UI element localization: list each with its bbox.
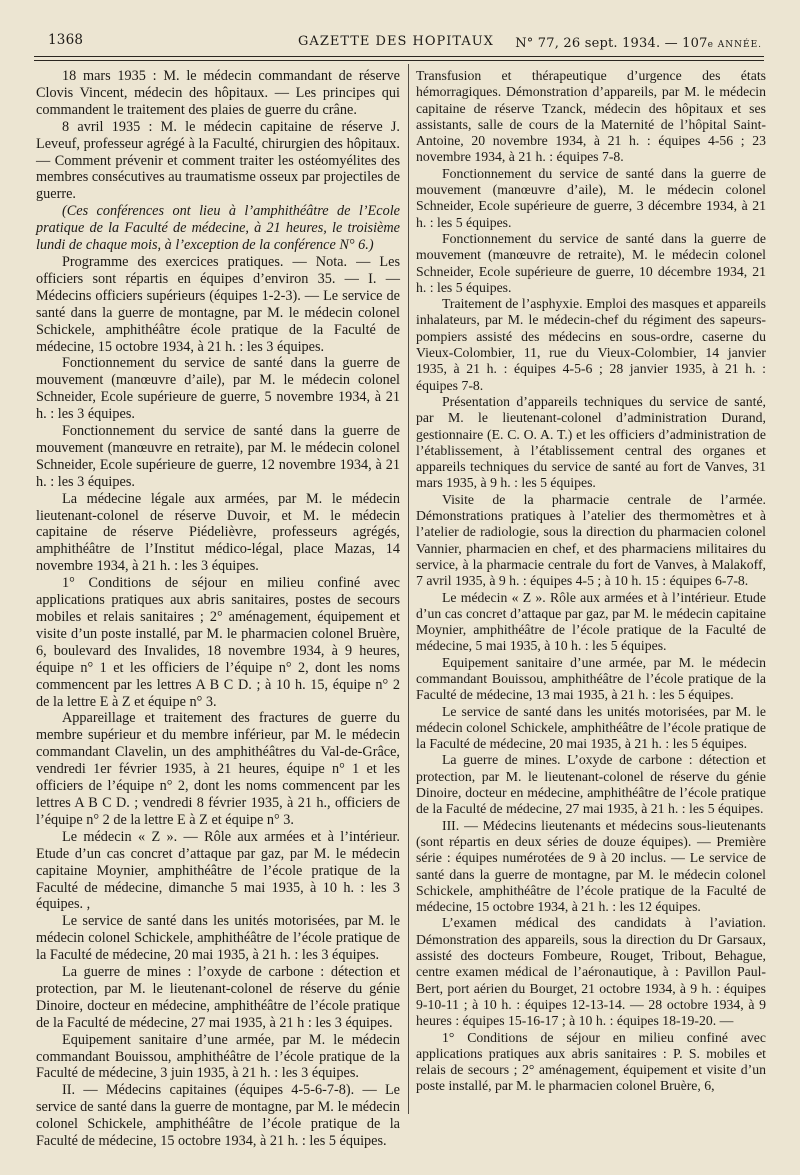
page-header bbox=[30, 28, 762, 52]
paragraph: La guerre de mines. L’oxyde de carbone : détection et protection, par M. le lieutenant-colonel de réserve du génie Dinoire, docteur en médecine, amphithéâtre de l’école pratique de la Faculté de médecine, 27 mai 1935, à 21 h. : les 5 équipes. bbox=[416, 752, 766, 817]
paragraph: Fonctionnement du service de santé dans la guerre de mouvement (manœuvre d’aile), M. le médecin colonel Schneider, Ecole supérieure de guerre, 3 décembre 1934, à 21 h. : les 5 équipes. bbox=[416, 165, 766, 230]
paragraph: Le service de santé dans les unités motorisées, par M. le médecin colonel Schickele, amphithéâtre de l’école pratique de la Faculté de médecine, 20 mai 1935, à 21 h. : les 3 équipes. bbox=[36, 913, 400, 964]
paragraph: Fonctionnement du service de santé dans la guerre de mouvement (manœuvre d’aile), par M. le médecin colonel Schneider, Ecole supérieure de guerre, 5 novembre 1934, à 21 h. : les 3 équipes. bbox=[36, 355, 400, 423]
paragraph: Le médecin « Z ». — Rôle aux armées et à l’intérieur. Etude d’un cas concret d’attaque par gaz, par M. le médecin capitaine Moynier, amphithéâtre de l’école pratique de la Faculté de médecine, dimanche 5 mai 1935, à 10 h. : les 3 équipes. , bbox=[36, 828, 400, 913]
paragraph: III. — Médecins lieutenants et médecins sous-lieutenants (sont répartis en deux séries de douze équipes). — Première série : équipes numérotées de 9 à 20 inclus. — Le service de santé dans la guerre de montagne, par M. le médecin colonel Schickele, amphithéâtre de l’école pratique de la Faculté de médecine, 15 octobre 1934, à 21 h. : les 12 équipes. bbox=[416, 817, 766, 915]
paragraph: 1° Conditions de séjour en milieu confiné avec applications pratiques aux abris sanitaires : P. S. mobiles et relais de secours ; 2° aménagement, équipement et visite d’un poste installé, par M. le pharmacien colonel Bruère, 6, bbox=[416, 1029, 766, 1094]
column-divider bbox=[408, 64, 409, 1114]
header-rule-bottom bbox=[34, 60, 764, 61]
paragraph: La médecine légale aux armées, par M. le médecin lieutenant-colonel de réserve Duvoir, et M. le médecin capitaine de réserve Piédelièvre, professeurs agrégés, amphithéâtre de l’Institut médico-légal, place Mazas, 14 novembre 1934, à 21 h. : les 3 équipes. bbox=[36, 490, 400, 575]
paragraph: Le médecin « Z ». Rôle aux armées et à l’intérieur. Etude d’un cas concret d’attaque par gaz, par M. le médecin capitaine Moynier, amphithéâtre de l’école pratique de la Faculté de médecine, 5 mai 1935, à 10 h. : les 5 équipes. bbox=[416, 589, 766, 654]
paragraph: Traitement de l’asphyxie. Emploi des masques et appareils inhalateurs, par M. le médecin-chef du régiment des sapeurs-pompiers assisté des médecins en sous-ordre, caserne du Vieux-Colombier, 11, rue du Vieux-Colombier, 14 janvier 1935, à 21 h. : équipes 4-5-6 ; 28 janvier 1935, à 21 h. : équipes 7-8. bbox=[416, 296, 766, 393]
page-number: 1368 bbox=[48, 32, 84, 48]
paragraph: La guerre de mines : l’oxyde de carbone : détection et protection, par M. le lieutenant-colonel de réserve du génie Dinoire, docteur en médecine, amphithéâtre de l’école pratique de la Faculté de médecine, 27 mai 1935, à 21 h : les 3 équipes. bbox=[36, 964, 400, 1031]
paragraph: Appareillage et traitement des fractures de guerre du membre supérieur et du membre inférieur, par M. le médecin commandant Clavelin, un des amphithéâtres du Val-de-Grâce, vendredi 1er février 1935, à 21 heures, équipe n° 1 et les officiers de l’équipe n° 2, dont les noms commencent par les lettres A B C D. ; vendredi 8 février 1935, à 21 h., officiers de l’équipe n° 2 de la lettre E à Z et équipe n° 3. bbox=[36, 710, 400, 828]
paragraph: 8 avril 1935 : M. le médecin capitaine de réserve J. Leveuf, professeur agrégé à la Faculté, chirurgien des hôpitaux. — Comment prévenir et comment traiter les ostéomyélites des membres consécutives au traumatisme osseux par projectiles de guerre. bbox=[36, 118, 400, 203]
paragraph: Equipement sanitaire d’une armée, par M. le médecin commandant Bouissou, amphithéâtre de l’école pratique de la Faculté de médecine, 13 mai 1935, à 21 h. : les 5 équipes. bbox=[416, 654, 766, 703]
left-column bbox=[36, 68, 400, 1150]
right-column bbox=[416, 68, 766, 1095]
header-rule-top bbox=[34, 56, 764, 57]
paragraph: II. — Médecins capitaines (équipes 4-5-6-7-8). — Le service de santé dans la guerre de montagne, par M. le médecin colonel Schickele, amphithéâtre de l’école pratique de la Faculté de médecine, 15 octobre 1934, à 21 h. : les 5 équipes. bbox=[36, 1082, 400, 1150]
paragraph: Fonctionnement du service de santé dans la guerre de mouvement (manœuvre de retraite), M. le médecin colonel Schneider, Ecole supérieure de guerre, 10 décembre 1934, 21 h. : les 5 équipes. bbox=[416, 230, 766, 295]
paragraph: Le service de santé dans les unités motorisées, par M. le médecin colonel Schickele, amphithéâtre de l’école pratique de la Faculté de médecine, 20 mai 1935, à 21 h. : les 5 équipes. bbox=[416, 703, 766, 752]
journal-title: GAZETTE DES HOPITAUX bbox=[298, 34, 494, 49]
paragraph: L’examen médical des candidats à l’aviation. Démonstration des appareils, sous la direction du Dr Garsaux, assisté des docteurs Fombeure, Rouget, Tribout, Behague, centre examen médical de l’aéronautique, à : Pavillon Paul-Bert, port aérien du Bourget, 21 octobre 1934, à 9 h. : équipes 9-10-11 ; à 10 h. : équipes 12-13-14. — 28 octobre 1934, à 9 heures : équipes 15-16-17 ; à 10 h. : équipes 18-19-20. — bbox=[416, 915, 766, 1029]
issue-suffix: e ANNÉE. bbox=[707, 40, 762, 50]
paragraph: Visite de la pharmacie centrale de l’armée. Démonstrations pratiques à l’atelier des thermomètres et à l’atelier de radiologie, sous la direction du pharmacien colonel Vannier, pharmacien en chef, et des pharmaciens militaires du service, à la pharmacie centrale du fort de Vanves, à Malakoff, 7 avril 1935, à 9 h. : équipes 4-5 ; à 10 h. 15 : équipes 6-7-8. bbox=[416, 491, 766, 589]
paragraph: Présentation d’appareils techniques du service de santé, par M. le lieutenant-colonel d’administration Durand, gestionnaire (E. C. O. A. T.) et les officiers d’administration de l’établissement, à l’établissement central des organes et appareils techniques du service de santé au fort de Vanves, 31 mars 1935, à 9 h. : les 5 équipes. bbox=[416, 393, 766, 491]
paragraph: Fonctionnement du service de santé dans la guerre de mouvement (manœuvre en retraite), par M. le médecin colonel Schneider, Ecole supérieure de guerre, 12 novembre 1934, à 21 h. : les 3 équipes. bbox=[36, 423, 400, 490]
issue-info: N° 77, 26 sept. 1934. — 107e ANNÉE. bbox=[515, 36, 762, 51]
paragraph: 18 mars 1935 : M. le médecin commandant de réserve Clovis Vincent, médecin des hôpitaux. — Les principes qui commandent le traitement des plaies de guerre du crâne. bbox=[36, 68, 400, 118]
paragraph: Programme des exercices pratiques. — Nota. — Les officiers sont répartis en équipes d’environ 35. — I. — Médecins officiers supérieurs (équipes 1-2-3). — Le service de santé dans la guerre de montagne, par M. le médecin colonel Schickele, amphithéâtre école pratique de la Faculté de médecine, 15 octobre 1934, à 21 h. : les 3 équipes. bbox=[36, 253, 400, 355]
paragraph: (Ces conférences ont lieu à l’amphithéâtre de l’Ecole pratique de la Faculté de médecine, à 21 heures, le troisième lundi de chaque mois, à l’exception de la conférence N° 6.) bbox=[36, 203, 400, 254]
paragraph: 1° Conditions de séjour en milieu confiné avec applications pratiques aux abris sanitaires, postes de secours mobiles et relais sanitaires ; 2° aménagement, équipement et visite d’un poste installé, par M. le pharmacien colonel Bruère, 6, boulevard des Invalides, 18 novembre 1934, à 9 heures, équipe n° 1 et les officiers de l’équipe n° 2, dont les noms commencent par les lettres A B C D. ; à 10 h. 15, équipe n° 2 de la lettre E à Z et équipe n° 3. bbox=[36, 575, 400, 710]
paragraph: Equipement sanitaire d’une armée, par M. le médecin commandant Bouissou, amphithéâtre de l’école pratique de la Faculté de médecine, 3 juin 1935, à 21 h. : les 3 équipes. bbox=[36, 1031, 400, 1082]
paragraph: Transfusion et thérapeutique d’urgence des états hémorragiques. Démonstration d’appareils, par M. le médecin capitaine de réserve Tzanck, médecin des hôpitaux et ses assistants, salle de cours de la Maternité de l’hôpital Saint-Antoine, 20 novembre 1934, à 21 h. : équipes 4-56 ; 23 novembre 1934, à 21 h. : équipes 7-8. bbox=[416, 68, 766, 165]
